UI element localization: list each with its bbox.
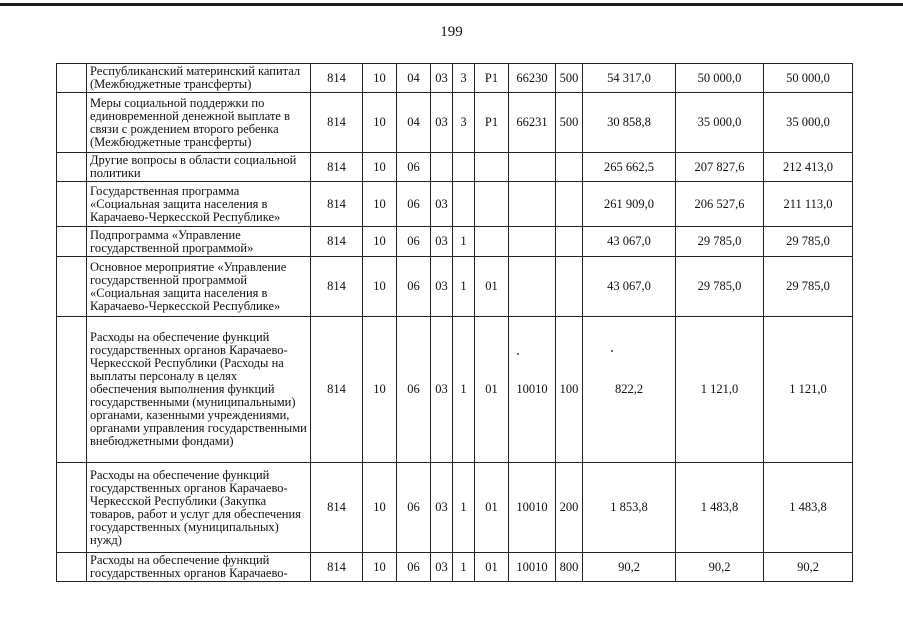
subsection-code-cell: 06 bbox=[397, 317, 431, 463]
item-name-cell: Республиканский материнский капитал (Межбюджетные трансферты) bbox=[87, 64, 311, 93]
expense-type-cell: 100 bbox=[556, 317, 583, 463]
direction-code-cell: 66230 bbox=[509, 64, 556, 93]
event-code-cell: 01 bbox=[475, 553, 509, 582]
ministry-code-cell: 814 bbox=[311, 317, 363, 463]
subsection-code-cell: 06 bbox=[397, 182, 431, 227]
amount-year2-cell: 29 785,0 bbox=[676, 227, 764, 257]
amount-year1-cell: 1 853,8 bbox=[583, 463, 676, 553]
section-code-cell: 10 bbox=[363, 227, 397, 257]
ministry-code-cell: 814 bbox=[311, 553, 363, 582]
section-code-cell: 10 bbox=[363, 64, 397, 93]
section-code-cell: 10 bbox=[363, 153, 397, 182]
amount-year2-cell: 206 527,6 bbox=[676, 182, 764, 227]
subprogram-code-cell: 3 bbox=[453, 93, 475, 153]
amount-year1-cell: 54 317,0 bbox=[583, 64, 676, 93]
amount-year2-cell: 29 785,0 bbox=[676, 257, 764, 317]
amount-year2-cell: 207 827,6 bbox=[676, 153, 764, 182]
amount-year3-cell: 1 121,0 bbox=[764, 317, 853, 463]
expense-type-cell bbox=[556, 257, 583, 317]
row-marker-cell bbox=[57, 64, 87, 93]
page-number: 199 bbox=[440, 24, 463, 40]
amount-year3-cell: 50 000,0 bbox=[764, 64, 853, 93]
row-marker-cell bbox=[57, 257, 87, 317]
row-marker-cell bbox=[57, 93, 87, 153]
table-row bbox=[57, 257, 853, 317]
table-row bbox=[57, 317, 853, 463]
item-name-cell: Основное мероприятие «Управление государственной программой «Социальная защита населения в Карачаево-Черкесской Республике» bbox=[87, 257, 311, 317]
event-code-cell: 01 bbox=[475, 317, 509, 463]
event-code-cell bbox=[475, 153, 509, 182]
row-marker-cell bbox=[57, 153, 87, 182]
direction-code-cell: 10010 bbox=[509, 317, 556, 463]
subsection-code-cell: 06 bbox=[397, 257, 431, 317]
amount-year1-cell: 265 662,5 bbox=[583, 153, 676, 182]
table-body bbox=[57, 64, 853, 582]
amount-year1-cell: 261 909,0 bbox=[583, 182, 676, 227]
expense-type-cell bbox=[556, 182, 583, 227]
section-code-cell: 10 bbox=[363, 463, 397, 553]
ministry-code-cell: 814 bbox=[311, 64, 363, 93]
program-code-cell: 03 bbox=[431, 227, 453, 257]
direction-code-cell bbox=[509, 182, 556, 227]
amount-year1-cell: 90,2 bbox=[583, 553, 676, 582]
event-code-cell: 01 bbox=[475, 463, 509, 553]
section-code-cell: 10 bbox=[363, 257, 397, 317]
subsection-code-cell: 04 bbox=[397, 93, 431, 153]
scan-speck bbox=[611, 350, 613, 352]
ministry-code-cell: 814 bbox=[311, 182, 363, 227]
top-rule bbox=[0, 3, 903, 6]
event-code-cell: Р1 bbox=[475, 64, 509, 93]
subprogram-code-cell: 1 bbox=[453, 227, 475, 257]
section-code-cell: 10 bbox=[363, 93, 397, 153]
expense-type-cell: 200 bbox=[556, 463, 583, 553]
subprogram-code-cell: 3 bbox=[453, 64, 475, 93]
row-marker-cell bbox=[57, 317, 87, 463]
program-code-cell: 03 bbox=[431, 317, 453, 463]
expense-type-cell: 500 bbox=[556, 93, 583, 153]
program-code-cell: 03 bbox=[431, 553, 453, 582]
direction-code-cell bbox=[509, 153, 556, 182]
amount-year1-cell: 43 067,0 bbox=[583, 227, 676, 257]
table-row bbox=[57, 64, 853, 93]
subsection-code-cell: 06 bbox=[397, 553, 431, 582]
direction-code-cell: 10010 bbox=[509, 463, 556, 553]
ministry-code-cell: 814 bbox=[311, 227, 363, 257]
event-code-cell bbox=[475, 182, 509, 227]
section-code-cell: 10 bbox=[363, 182, 397, 227]
amount-year2-cell: 1 483,8 bbox=[676, 463, 764, 553]
table-row bbox=[57, 153, 853, 182]
item-name-cell: Расходы на обеспечение функций государственных органов Карачаево-Черкесской Республики (Расходы на выплаты персоналу в целях обеспечения выполнения функций государственными (муниципальными) органами, казенными учреждениями, органами управления государственными внебюджетными фондами) bbox=[87, 317, 311, 463]
subprogram-code-cell bbox=[453, 182, 475, 227]
direction-code-cell bbox=[509, 257, 556, 317]
table-row bbox=[57, 182, 853, 227]
amount-year3-cell: 29 785,0 bbox=[764, 227, 853, 257]
row-marker-cell bbox=[57, 227, 87, 257]
section-code-cell: 10 bbox=[363, 553, 397, 582]
amount-year2-cell: 35 000,0 bbox=[676, 93, 764, 153]
item-name-cell: Государственная программа «Социальная защита населения в Карачаево-Черкесской Республике» bbox=[87, 182, 311, 227]
direction-code-cell: 10010 bbox=[509, 553, 556, 582]
amount-year3-cell: 212 413,0 bbox=[764, 153, 853, 182]
program-code-cell: 03 bbox=[431, 257, 453, 317]
item-name-cell: Расходы на обеспечение функций государственных органов Карачаево-Черкесской Республики (Закупка товаров, работ и услуг для обеспечения государственных (муниципальных) нужд) bbox=[87, 463, 311, 553]
table-row bbox=[57, 93, 853, 153]
item-name-cell: Подпрограмма «Управление государственной программой» bbox=[87, 227, 311, 257]
ministry-code-cell: 814 bbox=[311, 93, 363, 153]
program-code-cell: 03 bbox=[431, 463, 453, 553]
expense-type-cell bbox=[556, 153, 583, 182]
event-code-cell: Р1 bbox=[475, 93, 509, 153]
direction-code-cell: 66231 bbox=[509, 93, 556, 153]
subsection-code-cell: 04 bbox=[397, 64, 431, 93]
event-code-cell: 01 bbox=[475, 257, 509, 317]
row-marker-cell bbox=[57, 553, 87, 582]
amount-year2-cell: 1 121,0 bbox=[676, 317, 764, 463]
amount-year1-cell: 43 067,0 bbox=[583, 257, 676, 317]
amount-year2-cell: 90,2 bbox=[676, 553, 764, 582]
subsection-code-cell: 06 bbox=[397, 463, 431, 553]
program-code-cell bbox=[431, 153, 453, 182]
row-marker-cell bbox=[57, 463, 87, 553]
subprogram-code-cell bbox=[453, 153, 475, 182]
expense-type-cell: 800 bbox=[556, 553, 583, 582]
table-row bbox=[57, 463, 853, 553]
budget-table bbox=[56, 63, 853, 582]
ministry-code-cell: 814 bbox=[311, 257, 363, 317]
subsection-code-cell: 06 bbox=[397, 153, 431, 182]
item-name-cell: Расходы на обеспечение функций государственных органов Карачаево- bbox=[87, 553, 311, 582]
amount-year1-cell: 30 858,8 bbox=[583, 93, 676, 153]
ministry-code-cell: 814 bbox=[311, 463, 363, 553]
amount-year2-cell: 50 000,0 bbox=[676, 64, 764, 93]
scan-speck bbox=[517, 353, 519, 355]
subprogram-code-cell: 1 bbox=[453, 257, 475, 317]
section-code-cell: 10 bbox=[363, 317, 397, 463]
direction-code-cell bbox=[509, 227, 556, 257]
amount-year3-cell: 211 113,0 bbox=[764, 182, 853, 227]
expense-type-cell: 500 bbox=[556, 64, 583, 93]
row-marker-cell bbox=[57, 182, 87, 227]
item-name-cell: Другие вопросы в области социальной политики bbox=[87, 153, 311, 182]
table-row bbox=[57, 227, 853, 257]
amount-year3-cell: 90,2 bbox=[764, 553, 853, 582]
amount-year3-cell: 1 483,8 bbox=[764, 463, 853, 553]
amount-year1-cell: 822,2 bbox=[583, 317, 676, 463]
expense-type-cell bbox=[556, 227, 583, 257]
amount-year3-cell: 29 785,0 bbox=[764, 257, 853, 317]
table-row bbox=[57, 553, 853, 582]
subprogram-code-cell: 1 bbox=[453, 463, 475, 553]
program-code-cell: 03 bbox=[431, 64, 453, 93]
program-code-cell: 03 bbox=[431, 182, 453, 227]
amount-year3-cell: 35 000,0 bbox=[764, 93, 853, 153]
program-code-cell: 03 bbox=[431, 93, 453, 153]
subprogram-code-cell: 1 bbox=[453, 553, 475, 582]
item-name-cell: Меры социальной поддержки по единовременной денежной выплате в связи с рождением второго ребенка (Межбюджетные трансферты) bbox=[87, 93, 311, 153]
ministry-code-cell: 814 bbox=[311, 153, 363, 182]
subprogram-code-cell: 1 bbox=[453, 317, 475, 463]
event-code-cell bbox=[475, 227, 509, 257]
subsection-code-cell: 06 bbox=[397, 227, 431, 257]
